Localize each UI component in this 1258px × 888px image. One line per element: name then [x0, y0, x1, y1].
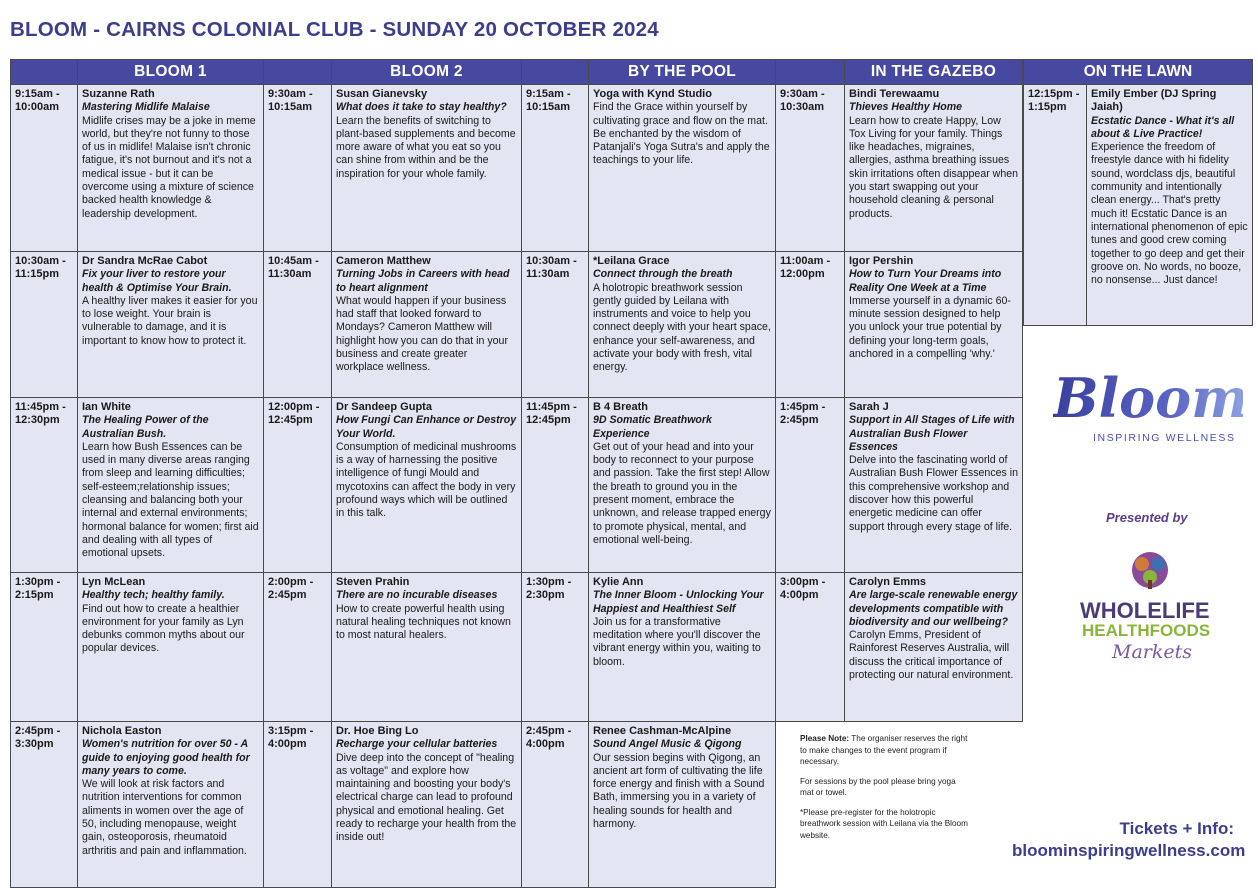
session-cell	[78, 722, 264, 888]
session-speaker: *Leilana Grace	[593, 255, 670, 267]
session-title: Support in All Stages of Life with Australian Bush Flower Essences	[849, 414, 1015, 453]
session-title: The Inner Bloom - Unlocking Your Happiest and Healthiest Self	[593, 589, 764, 615]
session-description: Consumption of medicinal mushrooms is a way of harnessing the positive intelligence of fungi Mould and mycotoxins can affect the body in very profound ways which will be outlined in this talk.	[336, 440, 517, 520]
time-header	[522, 60, 589, 85]
session-speaker: Ian White	[82, 401, 131, 413]
session-speaker: Kylie Ann	[593, 576, 644, 588]
session-time: 11:45pm - 12:45pm	[522, 398, 589, 573]
session-title: Are large-scale renewable energy developments compatible with biodiversity and our wellbeing?	[849, 589, 1018, 628]
session-title: Connect through the breath	[593, 268, 733, 281]
tickets-info	[1012, 818, 1246, 862]
session-description: A healthy liver makes it easier for you to lose weight. Your brain is vulnerable to damage, and it is important to know how to protect it.	[82, 294, 258, 347]
session-cell	[332, 573, 522, 722]
session-time: 2:45pm - 3:30pm	[11, 722, 78, 888]
session-cell	[78, 85, 264, 252]
session-title: Recharge your cellular batteries	[336, 738, 498, 751]
session-time: 11:00am - 12:00pm	[776, 252, 845, 398]
session-title: There are no incurable diseases	[336, 589, 498, 602]
session-description: Dive deep into the concept of "healing as voltage" and explore how maintaining and boosting your body's electrical charge can lead to profound physical and emotional healing. Get ready to recharge your health from the inside out!	[336, 751, 517, 844]
bloom-logo	[1053, 365, 1243, 445]
schedule-row	[11, 252, 1023, 398]
note-item: For sessions by the pool please bring yoga mat or towel.	[800, 776, 956, 797]
note-item: *Please pre-register for the holotropic breathwork session with Leilana via the Bloom website.	[800, 807, 968, 840]
session-cell	[845, 85, 1023, 252]
bloom-logo-word: Bloom	[1053, 366, 1243, 430]
time-header	[776, 60, 845, 85]
session-title: The Healing Power of the Australian Bush.	[82, 414, 209, 440]
session-description: Find the Grace within yourself by cultivating grace and flow on the mat. Be enchanted by the wisdom of Patanjali's Yoga Sutra's and apply the teachings to your life.	[593, 101, 770, 167]
session-cell	[589, 722, 776, 888]
session-description: Join us for a transformative meditation where you'll discover the vibrant energy within you, waiting to bloom.	[593, 615, 761, 668]
schedule-row	[11, 573, 1023, 722]
session-time: 2:45pm - 4:00pm	[522, 722, 589, 888]
session-cell	[332, 722, 522, 888]
session-speaker: Carolyn Emms	[849, 576, 927, 588]
session-cell	[589, 398, 776, 573]
session-description: Experience the freedom of freestyle dance with hi fidelity sound, wordclass djs, beautiful community and intentionally clean energy... That's pretty much it! Ecstatic Dance is an international phenomenon of epic tunes and good crew coming together to go deep and get their groove on. No words, no booze, no nonsense... Just dance!	[1091, 141, 1248, 287]
session-description: Find out how to create a healthier environment for your family as Lyn debunks common myths about our popular devices.	[82, 602, 245, 655]
session-speaker: Dr. Hoe Bing Lo	[336, 725, 419, 737]
schedule-row	[11, 398, 1023, 573]
column-header-row	[11, 60, 1023, 85]
session-description: Learn the benefits of switching to plant-based supplements and become more aware of what you eat so you can shine from within and be the inspiration for your whole family.	[336, 114, 516, 180]
session-speaker: Nichola Easton	[82, 725, 162, 737]
sponsor-line3: Markets	[1112, 641, 1193, 663]
session-description: How to create powerful health using natural healing techniques not known to most natural healers.	[336, 602, 511, 642]
session-cell	[845, 398, 1023, 573]
notes-box	[800, 733, 970, 849]
lawn-session	[1024, 85, 1253, 326]
lawn-table	[1023, 59, 1253, 326]
session-speaker: Sarah J	[849, 401, 889, 413]
session-speaker: Lyn McLean	[82, 576, 146, 588]
session-time: 10:30am - 11:30am	[522, 252, 589, 398]
session-description: Immerse yourself in a dynamic 60-minute session designed to help you unlock your true potential by defining your long-term goals, anchored in a compelling 'why.'	[849, 294, 1011, 361]
session-speaker: Susan Gianevsky	[336, 88, 428, 100]
session-speaker: Steven Prahin	[336, 576, 410, 588]
session-cell	[589, 252, 776, 398]
note-label: Please Note:	[800, 734, 850, 743]
column-header-on-the-lawn: ON THE LAWN	[1024, 60, 1253, 85]
column-header-in-the-gazebo: IN THE GAZEBO	[845, 60, 1023, 85]
session-description: Learn how to create Happy, Low Tox Living for your family. Things like headaches, migraines, allergies, asthma breathing issues skin irritations often disappear when you start swapping out your household cleaning & personal products.	[849, 114, 1019, 220]
session-cell	[845, 252, 1023, 398]
session-speaker: Cameron Matthew	[336, 255, 431, 267]
session-title: How Fungi Can Enhance or Destroy Your World.	[336, 414, 517, 440]
session-time: 9:15am - 10:15am	[522, 85, 589, 252]
session-title: 9D Somatic Breathwork Experience	[593, 414, 712, 440]
session-title: Thieves Healthy Home	[849, 101, 963, 114]
session-speaker: Yoga with Kynd Studio	[593, 88, 712, 100]
presented-by-label: Presented by	[1106, 510, 1188, 525]
session-speaker: Suzanne Rath	[82, 88, 155, 100]
session-description: Midlife crises may be a joke in meme world, but they're not funny to those of us in midlife! Malaise isn't chronic fatigue, it's not burnout and it's not a medical issue - but it can be overcome using a mixture of science backed health knowledge & leadership development.	[82, 114, 256, 220]
session-title: What does it take to stay healthy?	[336, 101, 507, 114]
session-time: 2:00pm - 2:45pm	[264, 573, 332, 722]
tickets-url[interactable]: bloominspiringwellness.com	[1012, 841, 1246, 860]
session-description: Delve into the fascinating world of Australian Bush Flower Essences in this comprehensive workshop and discover how this powerful energetic medicine can offer support through every stage of life.	[849, 454, 1018, 533]
session-time: 9:30am - 10:15am	[264, 85, 332, 252]
session-description: Learn how Bush Essences can be used in many diverse areas ranging from sleep and learning difficulties; self-esteem;relationship issues; cleansing and balancing both your internal and external environments; hormonal balance for women; first aid and dealing with all types of emotional upsets.	[82, 440, 259, 560]
session-time: 1:30pm - 2:15pm	[11, 573, 78, 722]
session-time: 9:30am - 10:30am	[776, 85, 845, 252]
bloom-logo-tagline: INSPIRING WELLNESS	[1093, 432, 1236, 444]
session-speaker: Dr Sandeep Gupta	[336, 401, 432, 413]
session-time: 3:00pm - 4:00pm	[776, 573, 845, 722]
page-title: BLOOM - CAIRNS COLONIAL CLUB - SUNDAY 20 OCTOBER 2024	[10, 18, 659, 41]
session-cell	[589, 85, 776, 252]
wholelife-logo	[1078, 550, 1228, 665]
session-speaker: B 4 Breath	[593, 401, 649, 413]
session-description: What would happen if your business had staff that looked forward to Mondays? Cameron Matthew will highlight how you can do that in your business and create greater workplace wellness.	[336, 294, 508, 374]
session-speaker: Emily Ember (DJ Spring Jaiah)	[1091, 88, 1217, 114]
time-header	[264, 60, 332, 85]
sponsor-line1: WHOLELIFE	[1080, 598, 1210, 623]
session-time: 12:00pm - 12:45pm	[264, 398, 332, 573]
session-description: Get out of your head and into your body to reconnect to your purpose and passion. Take the first step! Allow the breath to ground you in the present moment, embrace the unknown, and release trapped energy to promote physical, mental, and emotional well-being.	[593, 440, 771, 546]
column-header-by-the-pool: BY THE POOL	[589, 60, 776, 85]
session-cell	[1087, 85, 1253, 326]
session-description: Our session begins with Qigong, an ancient art form of cultivating the life force energy and finish with a Sound Bath, immersing you in a variety of healing sounds for health and harmony.	[593, 751, 765, 831]
session-time: 9:15am - 10:00am	[11, 85, 78, 252]
session-description: Carolyn Emms, President of Rainforest Reserves Australia, will discuss the critical importance of protecting our natural environment.	[849, 629, 1014, 682]
schedule-row	[11, 85, 1023, 252]
column-header-bloom-2: BLOOM 2	[332, 60, 522, 85]
session-description: A holotropic breathwork session gently guided by Leilana with instruments and voice to help you connect deeply with your heart space, enhance your self-awareness, and activate your body with fresh, vital energy.	[593, 281, 771, 374]
session-time: 3:15pm - 4:00pm	[264, 722, 332, 888]
sponsor-line2: HEALTHFOODS	[1082, 621, 1211, 640]
tickets-label: Tickets + Info:	[1119, 819, 1234, 838]
session-cell	[332, 85, 522, 252]
session-time: 10:30am - 11:15pm	[11, 252, 78, 398]
session-title: Turning Jobs in Careers with head to heart alignment	[336, 268, 510, 294]
session-time: 10:45am - 11:30am	[264, 252, 332, 398]
column-header-bloom-1: BLOOM 1	[78, 60, 264, 85]
session-title: How to Turn Your Dreams into Reality One Week at a Time	[849, 268, 1002, 294]
session-title: Healthy tech; healthy family.	[82, 589, 225, 602]
session-title: Women's nutrition for over 50 - A guide to enjoying good health for many years to come.	[82, 738, 250, 777]
session-time: 1:45pm - 2:45pm	[776, 398, 845, 573]
session-cell	[845, 573, 1023, 722]
session-speaker: Dr Sandra McRae Cabot	[82, 255, 208, 267]
session-speaker: Igor Pershin	[849, 255, 914, 267]
session-cell	[78, 252, 264, 398]
note-item: Please Note: The organiser reserves the right to make changes to the event program if necessary.	[800, 734, 968, 766]
session-time: 11:45pm - 12:30pm	[11, 398, 78, 573]
session-title: Mastering Midlife Malaise	[82, 101, 210, 114]
session-time: 1:30pm - 2:30pm	[522, 573, 589, 722]
session-title: Sound Angel Music & Qigong	[593, 738, 742, 751]
session-title: Fix your liver to restore your health & Optimise Your Brain.	[82, 268, 232, 294]
session-cell	[78, 573, 264, 722]
session-speaker: Bindi Terewaamu	[849, 88, 940, 100]
session-description: We will look at risk factors and nutrition interventions for common aliments in women over the age of 50, including menopause, weight gain, osteoporosis, rheumatoid arthritis and pain and inflammation.	[82, 778, 247, 857]
session-cell	[332, 398, 522, 573]
time-header	[11, 60, 78, 85]
session-cell	[78, 398, 264, 573]
session-time: 12:15pm - 1:15pm	[1024, 85, 1087, 326]
session-speaker: Renee Cashman-McAlpine	[593, 725, 732, 737]
session-cell	[332, 252, 522, 398]
session-title: Ecstatic Dance - What it's all about & Live Practice!	[1091, 114, 1235, 140]
session-cell	[589, 573, 776, 722]
